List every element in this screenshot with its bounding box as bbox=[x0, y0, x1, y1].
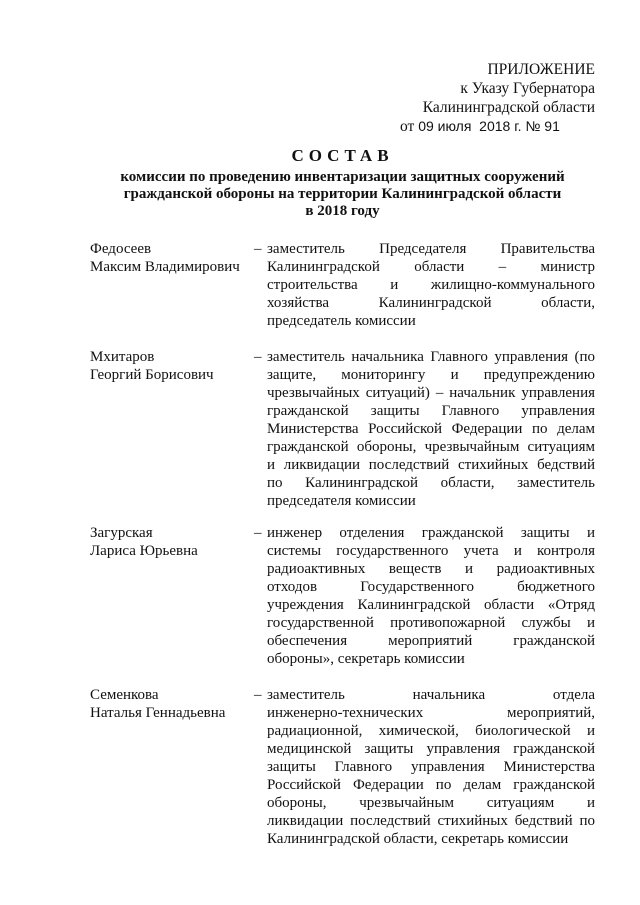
description-line: чрезвычайных ситуаций) – начальник управления bbox=[267, 385, 595, 401]
description-line: инженер отделения гражданской защиты и bbox=[267, 525, 595, 541]
date-year: 2018 г. bbox=[479, 118, 522, 134]
appendix-label: ПРИЛОЖЕНИЕ bbox=[487, 61, 595, 78]
title-main: СОСТАВ bbox=[291, 146, 394, 165]
member-dash: – bbox=[254, 349, 262, 365]
member-entry bbox=[90, 524, 595, 668]
description-line: защиты Главного управления Министерства bbox=[267, 759, 595, 775]
description-line: председатель комиссии bbox=[267, 313, 416, 329]
document-title bbox=[90, 146, 595, 220]
description-line: председателя комиссии bbox=[267, 493, 416, 509]
description-line: учреждения Калининградской области «Отряд bbox=[267, 597, 595, 613]
description-line: строительства и жилищно-коммунального bbox=[267, 277, 595, 293]
description-line: обеспечения мероприятий гражданской bbox=[267, 633, 595, 649]
appendix-date-line bbox=[400, 117, 600, 136]
description-line: медицинской защиты управления гражданской bbox=[267, 741, 595, 757]
date-month: июля bbox=[437, 118, 472, 134]
description-line: обороны», секретарь комиссии bbox=[267, 651, 465, 667]
member-surname: Семенкова bbox=[90, 687, 159, 703]
description-line: по Калининградской области, заместитель bbox=[267, 475, 595, 491]
member-name bbox=[90, 348, 255, 384]
description-line: Российской Федерации по делам гражданской bbox=[267, 777, 595, 793]
description-line: и ликвидации последствий стихийных бедствий bbox=[267, 457, 595, 473]
member-given-names: Наталья Геннадьевна bbox=[90, 705, 226, 721]
decree-number: № 91 bbox=[525, 118, 560, 134]
description-line: Министерства Российской Федерации по делам bbox=[267, 421, 595, 437]
description-line: радиоактивных веществ и радиоактивных bbox=[267, 561, 595, 577]
member-given-names: Максим Владимирович bbox=[90, 259, 240, 275]
description-line: защите, мониторингу и предупреждению bbox=[267, 367, 595, 383]
member-dash: – bbox=[254, 241, 262, 257]
appendix-decree-line: к Указу Губернатора bbox=[460, 80, 595, 97]
appendix-header bbox=[395, 60, 595, 136]
member-entry bbox=[90, 240, 595, 330]
member-dash: – bbox=[254, 687, 262, 703]
appendix-region-line: Калининградской области bbox=[422, 99, 595, 116]
member-name bbox=[90, 240, 255, 276]
title-line-1: комиссии по проведению инвентаризации защитных сооружений bbox=[120, 169, 565, 185]
member-surname: Мхитаров bbox=[90, 349, 155, 365]
member-description bbox=[267, 348, 595, 510]
title-line-2: гражданской обороны на территории Калининградской области bbox=[123, 186, 562, 202]
description-line: отходов Государственного бюджетного bbox=[267, 579, 595, 595]
date-day: 09 bbox=[418, 118, 434, 134]
member-given-names: Георгий Борисович bbox=[90, 367, 214, 383]
description-line: радиационной, химической, биологической и bbox=[267, 723, 595, 739]
member-dash: – bbox=[254, 525, 262, 541]
description-line: Калининградской области, секретарь комиссии bbox=[267, 831, 569, 847]
member-entry bbox=[90, 686, 595, 848]
description-line: Калининградской области – министр bbox=[267, 259, 595, 275]
description-line: заместитель начальника Главного управления (по bbox=[267, 349, 595, 365]
description-line: инженерно-технических мероприятий, bbox=[267, 705, 595, 721]
date-prefix: от bbox=[400, 118, 415, 135]
description-line: государственной противопожарной службы и bbox=[267, 615, 595, 631]
member-name bbox=[90, 524, 255, 560]
description-line: заместитель Председателя Правительства bbox=[267, 241, 595, 257]
member-description bbox=[267, 240, 595, 330]
description-line: обороны, чрезвычайным ситуациям и bbox=[267, 795, 595, 811]
description-line: гражданской защиты Главного управления bbox=[267, 403, 595, 419]
member-surname: Загурская bbox=[90, 525, 153, 541]
member-surname: Федосеев bbox=[90, 241, 152, 257]
description-line: заместитель начальника отдела bbox=[267, 687, 595, 703]
member-entry bbox=[90, 348, 595, 510]
description-line: ликвидации последствий стихийных бедствий по bbox=[267, 813, 595, 829]
description-line: системы государственного учета и контроля bbox=[267, 543, 595, 559]
description-line: гражданской обороны, чрезвычайным ситуациям bbox=[267, 439, 595, 455]
title-line-3: в 2018 году bbox=[305, 203, 380, 219]
member-name bbox=[90, 686, 255, 722]
member-description bbox=[267, 524, 595, 668]
description-line: хозяйства Калининградской области, bbox=[267, 295, 595, 311]
member-given-names: Лариса Юрьевна bbox=[90, 543, 198, 559]
member-description bbox=[267, 686, 595, 848]
